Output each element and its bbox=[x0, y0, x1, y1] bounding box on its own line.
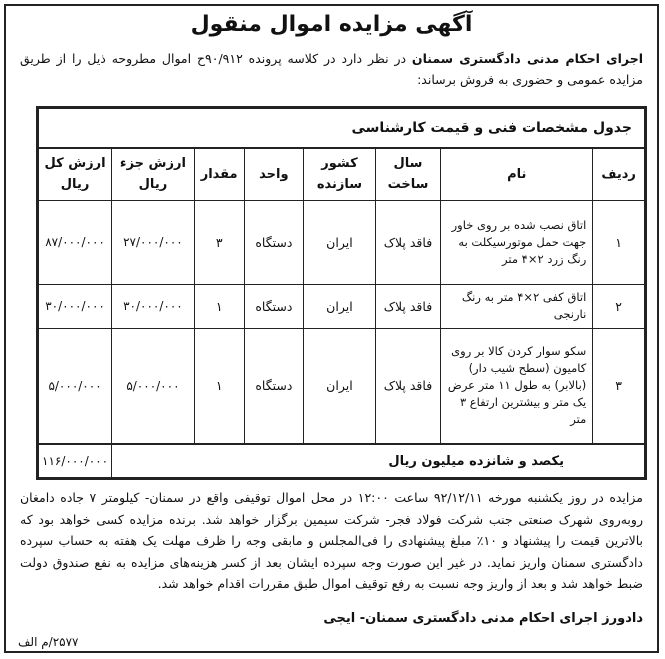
cell-name: اتاق کفی ۲×۴ متر به رنگ نارنجی bbox=[441, 284, 593, 328]
cell-unit-price: ۳۰/۰۰۰/۰۰۰ bbox=[112, 284, 195, 328]
cell-row-no: ۲ bbox=[593, 284, 645, 328]
specs-table bbox=[36, 106, 647, 480]
cell-unit: دستگاه bbox=[244, 328, 304, 444]
header-country: کشور سازنده bbox=[304, 148, 376, 200]
cell-country: ایران bbox=[304, 200, 376, 284]
intro-text: در نظر دارد در کلاسه پرونده ۹۰/۹۱۲ح اموال مطروحه ذیل را از طریق مزایده عمومی و حضوری به فروش برساند: bbox=[20, 51, 643, 87]
header-unit: واحد bbox=[244, 148, 304, 200]
reference-number: ۲۵۷۷/م الف bbox=[18, 635, 79, 649]
intro-authority: اجرای احکام مدنی دادگستری سمنان bbox=[411, 51, 643, 66]
cell-year: فاقد پلاک bbox=[375, 284, 441, 328]
cell-row-no: ۳ bbox=[593, 328, 645, 444]
notice-title: آگهی مزایده اموال منقول bbox=[190, 12, 473, 37]
signature: دادورز اجرای احکام مدنی دادگستری سمنان- ایجی bbox=[323, 611, 643, 626]
cell-qty: ۱ bbox=[194, 284, 244, 328]
sum-value: ۱۱۶/۰۰۰/۰۰۰ bbox=[39, 444, 112, 478]
notice-page bbox=[4, 4, 659, 653]
cell-total: ۸۷/۰۰۰/۰۰۰ bbox=[39, 200, 112, 284]
cell-country: ایران bbox=[304, 328, 376, 444]
sum-in-words: یکصد و شانزده میلیون ریال bbox=[112, 444, 645, 478]
header-row-no: ردیف bbox=[593, 148, 645, 200]
cell-total: ۳۰/۰۰۰/۰۰۰ bbox=[39, 284, 112, 328]
cell-total: ۵/۰۰۰/۰۰۰ bbox=[39, 328, 112, 444]
cell-unit: دستگاه bbox=[244, 284, 304, 328]
cell-row-no: ۱ bbox=[593, 200, 645, 284]
header-qty: مقدار bbox=[194, 148, 244, 200]
sum-row bbox=[39, 444, 645, 478]
header-total: ارزش کل ریال bbox=[39, 148, 112, 200]
table-row bbox=[39, 328, 645, 444]
cell-year: فاقد پلاک bbox=[375, 200, 441, 284]
cell-name: اتاق نصب شده بر روی خاور جهت حمل موتورسیکلت به رنگ زرد ۲×۴ متر bbox=[441, 200, 593, 284]
table-row bbox=[39, 284, 645, 328]
cell-unit: دستگاه bbox=[244, 200, 304, 284]
table-row bbox=[39, 200, 645, 284]
header-unit-price: ارزش جزء ریال bbox=[112, 148, 195, 200]
cell-unit-price: ۵/۰۰۰/۰۰۰ bbox=[112, 328, 195, 444]
auction-details: مزایده در روز یکشنبه مورخه ۹۲/۱۲/۱۱ ساعت ۱۲:۰۰ در محل اموال توقیفی واقع در سمنان- کیلومتر ۷ جاده دامغان روبه‌روی شهرک صنعتی جنب شرکت فولاد فجر- شرکت سیمین برگزار خواهد شد. برنده مزایده کسی خواهد بود که بالاترین قیمت را پیشنهاد و ۱۰٪ مبلغ پیشنهادی را فی‌المجلس و مابقی وجه را ظرف مهلت یک هفته به حساب سپرده دادگستری سمنان واریز نماید. در غیر این صورت وجه سپرده ایشان بعد از کسر هزینه‌های مزایده به نفع صندوق دولت ضبط خواهد شد و بعد از واریز وجه نسبت به رفع توقیف اموال طبق مقررات اقدام خواهد شد. bbox=[20, 490, 643, 591]
cell-unit-price: ۲۷/۰۰۰/۰۰۰ bbox=[112, 200, 195, 284]
intro-paragraph bbox=[20, 48, 643, 90]
cell-year: فاقد پلاک bbox=[375, 328, 441, 444]
header-year: سال ساخت bbox=[375, 148, 441, 200]
table-caption: جدول مشخصات فنی و قیمت کارشناسی bbox=[39, 109, 645, 149]
cell-qty: ۳ bbox=[194, 200, 244, 284]
header-name: نام bbox=[441, 148, 593, 200]
cell-country: ایران bbox=[304, 284, 376, 328]
cell-name: سکو سوار کردن کالا بر روی کامیون (سطح شیب دار) (بالابر) به طول ۱۱ متر عرض یک متر و بیشترین ارتفاع ۳ متر bbox=[441, 328, 593, 444]
cell-qty: ۱ bbox=[194, 328, 244, 444]
